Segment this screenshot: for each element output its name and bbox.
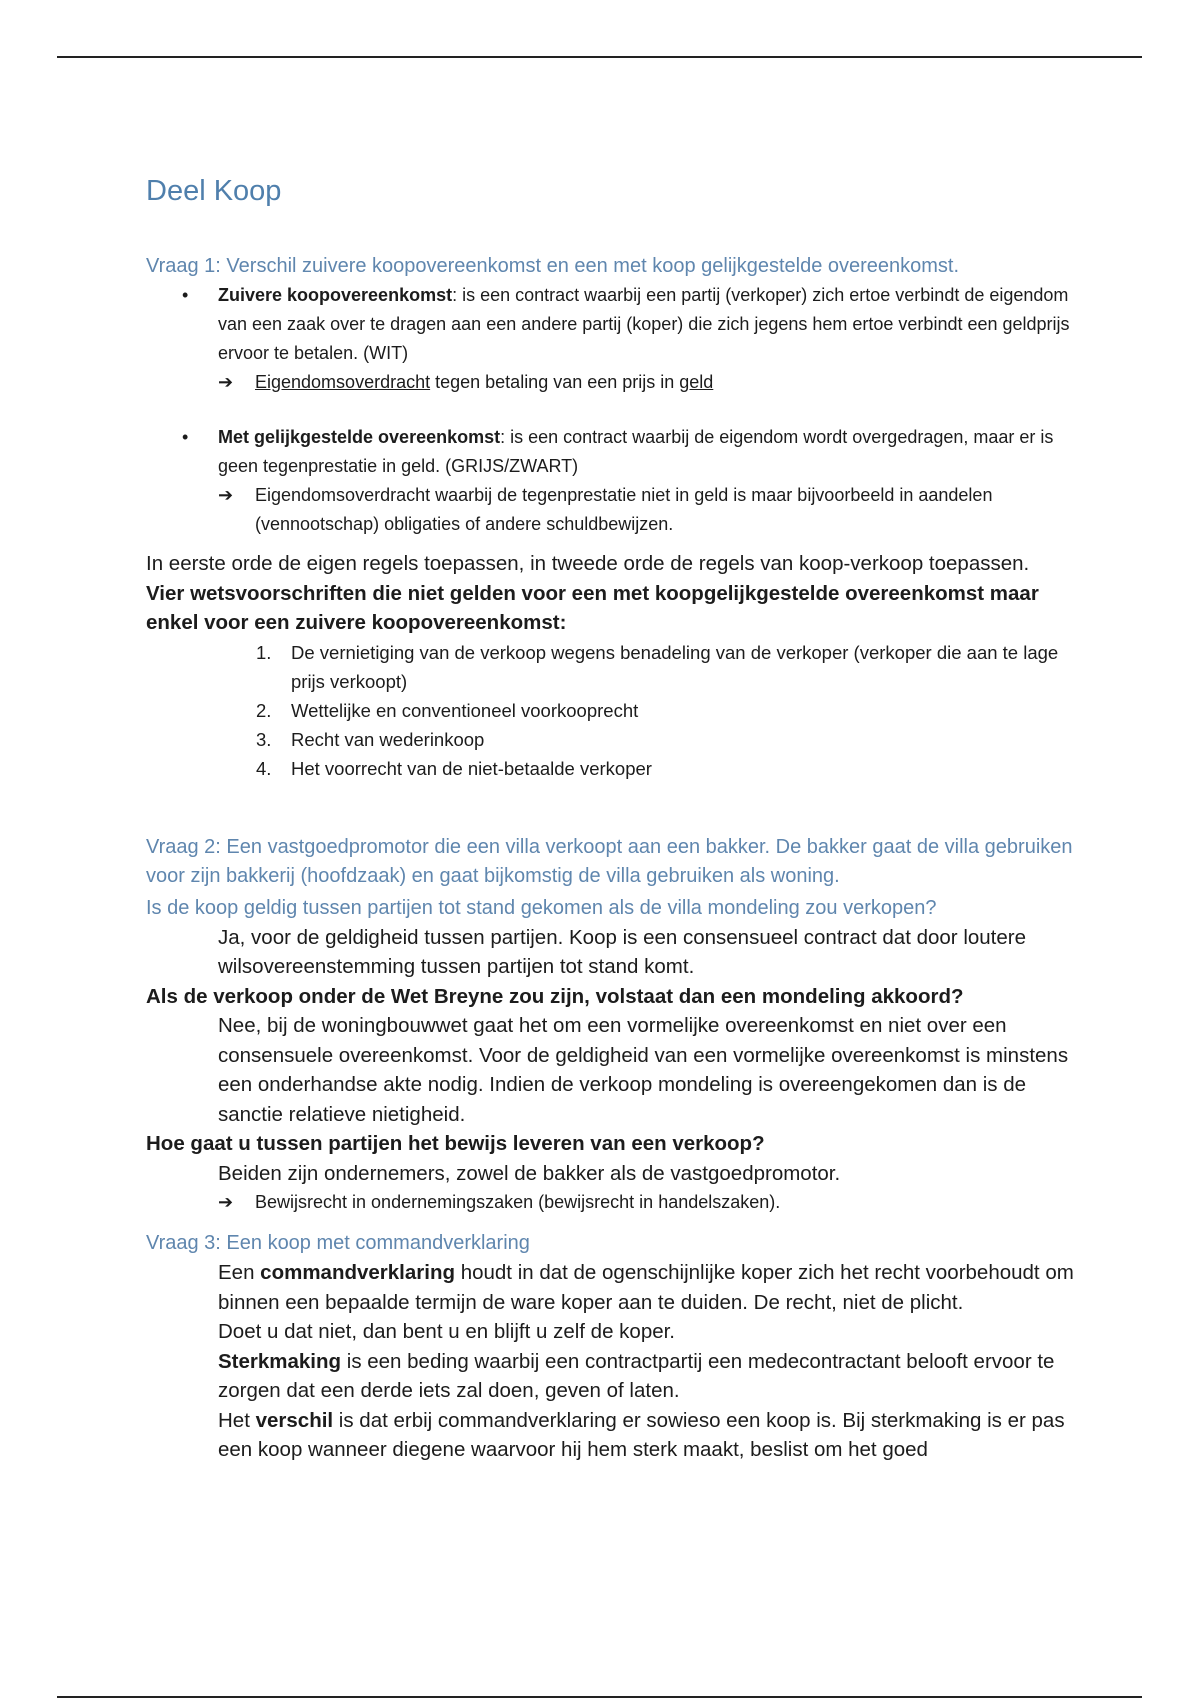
bullet-gelijkgestelde	[146, 423, 1076, 481]
list-item	[146, 725, 1076, 754]
arrow-right-icon: ➔	[218, 485, 234, 505]
answer-2-3: Beiden zijn ondernemers, zowel de bakker als de vastgoedpromotor.	[218, 1161, 841, 1185]
list-item	[146, 754, 1076, 783]
term-sterkmaking: Sterkmaking	[218, 1349, 342, 1373]
text: is dat erbij commandverklaring er sowieso een koop is. Bij sterkmaking is er pas een koop wanneer diegene waarvoor hij hem sterk maakt, beslist om het goed	[218, 1408, 1065, 1461]
question-2-sub-2: Als de verkoop onder de Wet Breyne zou zijn, volstaat dan een mondeling akkoord?	[146, 984, 964, 1008]
arrow-item-3	[146, 1188, 1076, 1217]
page-title: Deel Koop	[146, 175, 282, 207]
bullet-dot-icon: •	[182, 427, 189, 447]
term-verschil: verschil	[255, 1408, 334, 1432]
commandverklaring-paragraph	[146, 1258, 1076, 1317]
list-item-text: De vernietiging van de verkoop wegens benadeling van de verkoper (verkoper die aan te lage prijs verkoopt)	[291, 641, 1059, 692]
document-body	[146, 170, 1076, 1465]
question-1: Vraag 1: Verschil zuivere koopovereenkomst en een met koop gelijkgestelde overeenkomst.	[146, 255, 960, 277]
arrow-right-icon: ➔	[218, 372, 234, 392]
underlined-term: Eigendomsoverdracht	[255, 372, 431, 392]
text: Het	[218, 1408, 256, 1432]
arrow-item-2	[146, 481, 1076, 539]
list-number: 1.	[256, 641, 272, 663]
arrow-text: Eigendomsoverdracht waarbij de tegenprestatie niet in geld is maar bijvoorbeeld in aandelen (vennootschap) obligaties of andere schuldbewijzen.	[255, 485, 993, 534]
term-gelijkgestelde-overeenkomst: Met gelijkgestelde overeenkomst	[218, 427, 501, 447]
bullet-dot-icon: •	[182, 285, 189, 305]
arrow-text: Bewijsrecht in ondernemingszaken (bewijsrecht in handelszaken).	[255, 1192, 781, 1212]
list-item	[146, 638, 1076, 696]
answer-2-2: Nee, bij de woningbouwwet gaat het om een vormelijke overeenkomst en niet over een consensuele overeenkomst. Voor de geldigheid van een vormelijke overeenkomst is minstens een onderhandse akte nodig. Indien de verkoop mondeling is overeengekomen dan is de sanctie relatieve nietigheid.	[218, 1014, 1069, 1126]
question-3: Vraag 3: Een koop met commandverklaring	[146, 1232, 530, 1254]
underlined-term: geld	[679, 372, 714, 392]
header-rule	[57, 56, 1142, 58]
arrow-right-icon: ➔	[218, 1192, 234, 1212]
arrow-text: tegen betaling van een prijs in	[430, 372, 680, 392]
definition-text: : is een contract waarbij een partij (verkoper) zich ertoe verbindt de eigendom van een zaak over te dragen aan een andere partij (koper) die zich jegens hem ertoe verbindt een geldprijs ervoor te betalen. (WIT)	[218, 285, 1070, 363]
footer-rule	[57, 1696, 1142, 1698]
list-item-text: Recht van wederinkoop	[291, 728, 485, 750]
list-number: 2.	[256, 699, 272, 721]
answer-2-1: Ja, voor de geldigheid tussen partijen. Koop is een consensueel contract dat door loutere wilsovereenstemming tussen partijen tot stand komt.	[218, 925, 1026, 978]
question-2-sub-3: Hoe gaat u tussen partijen het bewijs leveren van een verkoop?	[146, 1132, 765, 1155]
four-rules-heading: Vier wetsvoorschriften die niet gelden voor een met koopgelijkgestelde overeenkomst maar enkel voor een zuivere koopovereenkomst:	[146, 581, 1039, 634]
question-2-sub-1: Is de koop geldig tussen partijen tot stand gekomen als de villa mondeling zou verkopen?	[146, 896, 937, 919]
list-item-text: Wettelijke en conventioneel voorkooprecht	[291, 699, 639, 721]
koper-paragraph: Doet u dat niet, dan bent u en blijft u zelf de koper.	[218, 1320, 676, 1343]
list-number: 4.	[256, 757, 272, 779]
term-commandverklaring: commandverklaring	[260, 1261, 455, 1284]
order-paragraph: In eerste orde de eigen regels toepassen, in tweede orde de regels van koop-verkoop toepassen.	[146, 552, 1030, 575]
definition-text: : is een contract waarbij de eigendom wordt overgedragen, maar er is geen tegenprestatie in geld. (GRIJS/ZWART)	[218, 427, 1054, 476]
bullet-zuivere-koop	[146, 281, 1076, 368]
question-2: Vraag 2: Een vastgoedpromotor die een villa verkoopt aan een bakker. De bakker gaat de villa gebruiken voor zijn bakkerij (hoofdzaak) en gaat bijkomstig de villa gebruiken als woning.	[146, 835, 1073, 887]
text: Een	[218, 1261, 261, 1284]
sterkmaking-paragraph	[146, 1347, 1076, 1406]
text: houdt in dat de ogenschijnlijke koper zich het recht voorbehoudt om binnen een bepaalde termijn de ware koper aan te duiden. De recht, niet de plicht.	[218, 1261, 1074, 1314]
text: is een beding waarbij een contractpartij een medecontractant belooft ervoor te zorgen dat een derde iets zal doen, geven of laten.	[218, 1349, 1055, 1402]
list-item	[146, 696, 1076, 725]
list-number: 3.	[256, 728, 272, 750]
verschil-paragraph	[146, 1406, 1076, 1465]
arrow-item-1	[146, 368, 1076, 397]
term-zuivere-koopovereenkomst: Zuivere koopovereenkomst	[218, 285, 453, 305]
list-item-text: Het voorrecht van de niet-betaalde verkoper	[291, 757, 652, 779]
